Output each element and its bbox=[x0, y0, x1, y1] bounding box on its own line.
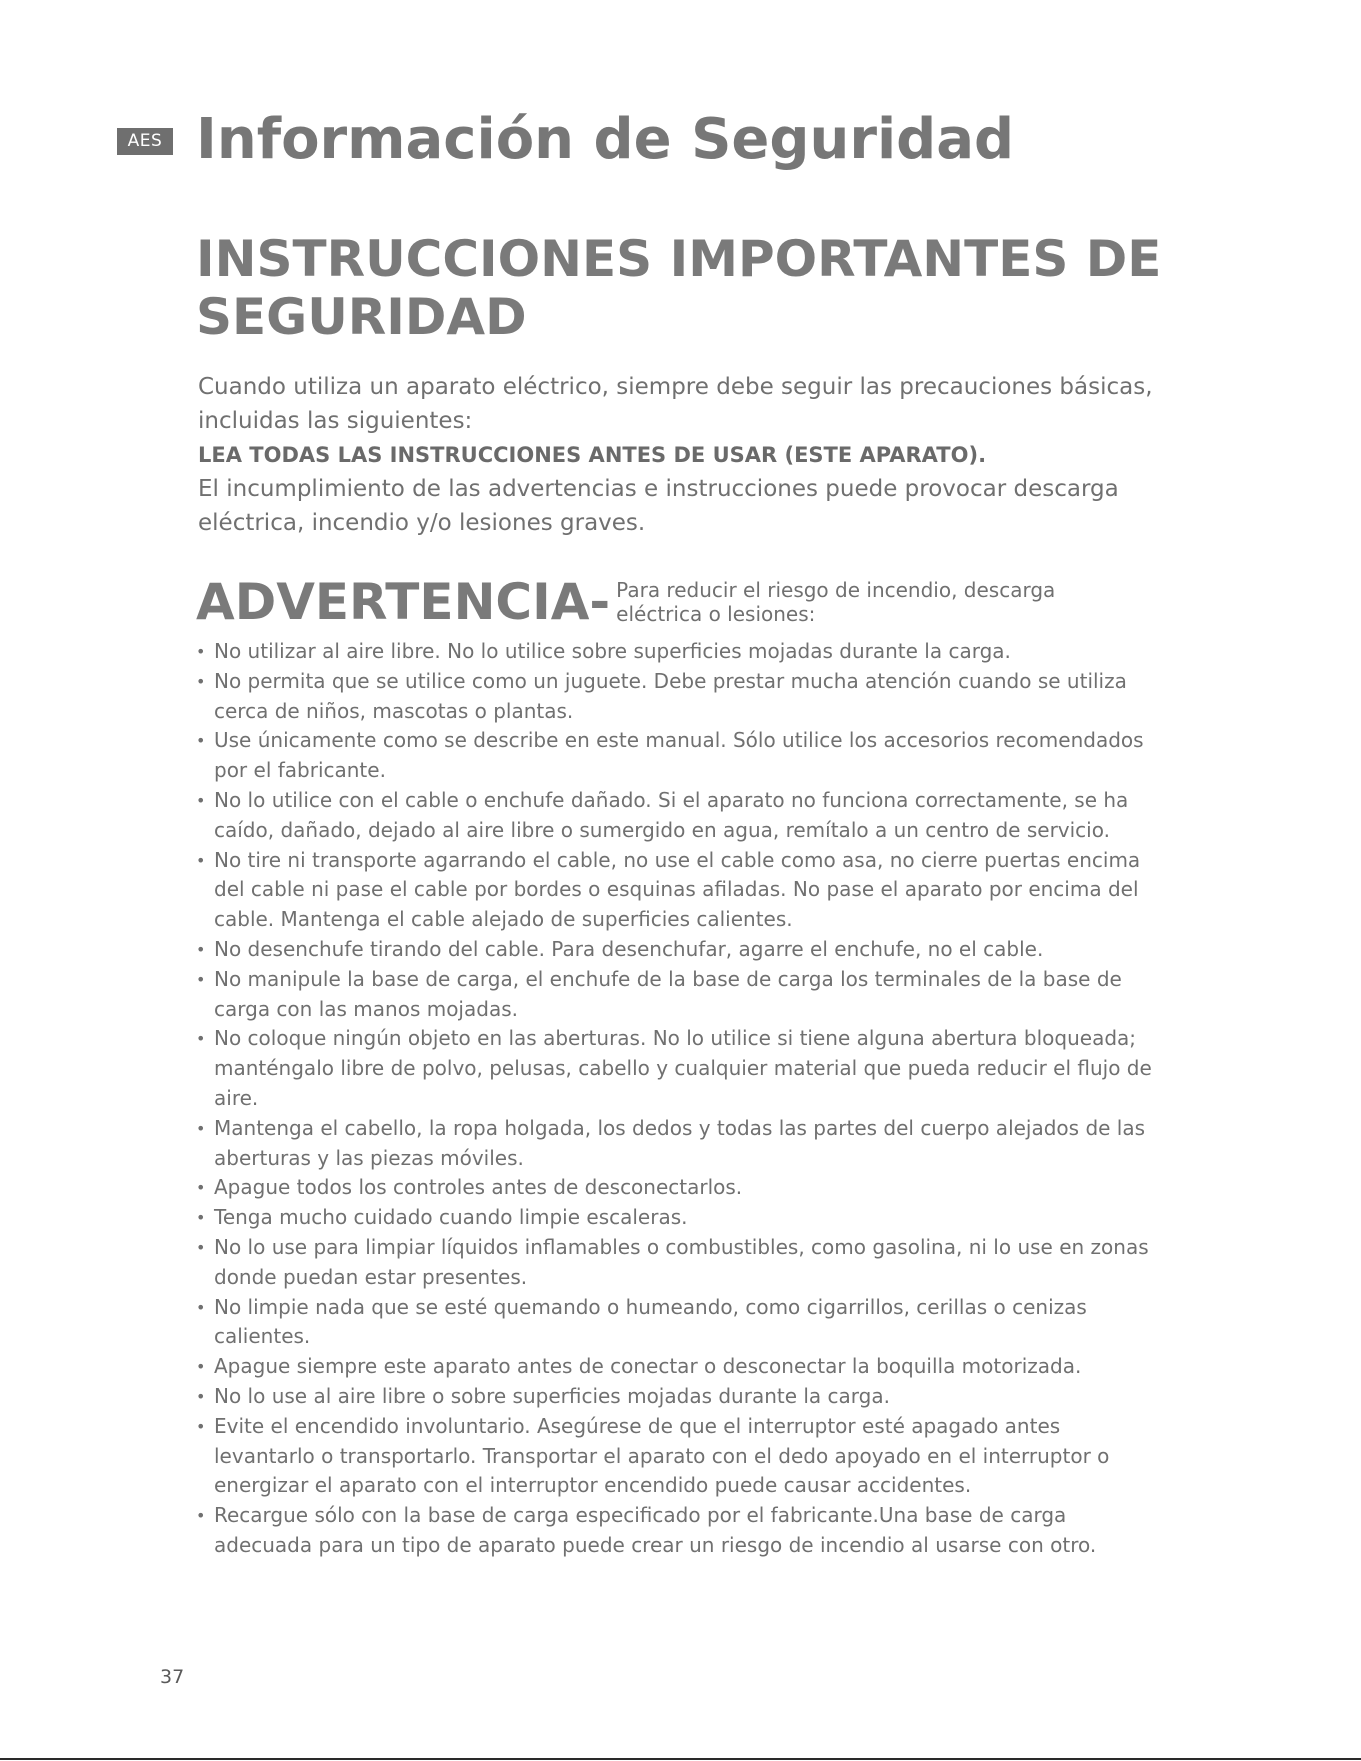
intro-consequence: El incumplimiento de las advertencias e instrucciones puede provocar descarga eléctrica, incendio y/o lesiones graves. bbox=[198, 476, 1119, 536]
language-badge: AES bbox=[117, 128, 173, 155]
warning-note: Para reducir el riesgo de incendio, descarga eléctrica o lesiones: bbox=[616, 578, 1056, 626]
intro-block bbox=[198, 370, 1178, 540]
intro-text: Cuando utiliza un aparato eléctrico, siempre debe seguir las precauciones básicas, incluidas las siguientes: bbox=[198, 374, 1153, 434]
list-item: • Use únicamente como se describe en este manual. Sólo utilice los accesorios recomendados por el fabricante. bbox=[196, 726, 1156, 786]
warning-header bbox=[196, 567, 1086, 637]
safety-rules-list bbox=[196, 637, 1156, 1561]
list-item: • Mantenga el cabello, la ropa holgada, los dedos y todas las partes del cuerpo alejados de las aberturas y las piezas móviles. bbox=[196, 1114, 1156, 1174]
list-item: • Apague siempre este aparato antes de conectar o desconectar la boquilla motorizada. bbox=[196, 1352, 1156, 1382]
list-item: • Recargue sólo con la base de carga especificado por el fabricante.Una base de carga adecuada para un tipo de aparato puede crear un riesgo de incendio al usarse con otro. bbox=[196, 1501, 1156, 1561]
list-item: • No limpie nada que se esté quemando o humeando, como cigarrillos, cerillas o cenizas calientes. bbox=[196, 1293, 1156, 1353]
list-item: • No lo utilice con el cable o enchufe dañado. Si el aparato no funciona correctamente, se ha caído, dañado, dejado al aire libre o sumergido en agua, remítalo a un centro de servicio. bbox=[196, 786, 1156, 846]
list-item: • No coloque ningún objeto en las aberturas. No lo utilice si tiene alguna abertura bloqueada; manténgalo libre de polvo, pelusas, cabello y cualquier material que pueda reducir el flujo de aire. bbox=[196, 1024, 1156, 1113]
list-item: • No lo use al aire libre o sobre superficies mojadas durante la carga. bbox=[196, 1382, 1156, 1412]
warning-word: ADVERTENCIA- bbox=[196, 573, 611, 631]
list-item: • No tire ni transporte agarrando el cable, no use el cable como asa, no cierre puertas encima del cable ni pase el cable por bordes o esquinas afiladas. No pase el aparato por encima del cable. Mantenga el cable alejado de superficies calientes. bbox=[196, 846, 1156, 935]
page-title: Información de Seguridad bbox=[196, 107, 1015, 172]
list-item: • Tenga mucho cuidado cuando limpie escaleras. bbox=[196, 1203, 1156, 1233]
intro-emphasis: LEA TODAS LAS INSTRUCCIONES ANTES DE USAR (ESTE APARATO). bbox=[198, 443, 987, 467]
page-number: 37 bbox=[160, 1666, 185, 1688]
list-item: • Evite el encendido involuntario. Asegúrese de que el interruptor esté apagado antes levantarlo o transportarlo. Transportar el aparato con el dedo apoyado en el interruptor o energizar el aparato con el interruptor encendido puede causar accidentes. bbox=[196, 1412, 1156, 1501]
section-title: INSTRUCCIONES IMPORTANTES DE SEGURIDAD bbox=[196, 230, 1162, 346]
list-item: • No lo use para limpiar líquidos inflamables o combustibles, como gasolina, ni lo use en zonas donde puedan estar presentes. bbox=[196, 1233, 1156, 1293]
list-item: • Apague todos los controles antes de desconectarlos. bbox=[196, 1173, 1156, 1203]
list-item: • No manipule la base de carga, el enchufe de la base de carga los terminales de la base de carga con las manos mojadas. bbox=[196, 965, 1156, 1025]
bottom-divider bbox=[0, 1758, 1361, 1760]
list-item: • No desenchufe tirando del cable. Para desenchufar, agarre el enchufe, no el cable. bbox=[196, 935, 1156, 965]
list-item: • No utilizar al aire libre. No lo utilice sobre superficies mojadas durante la carga. bbox=[196, 637, 1156, 667]
list-item: • No permita que se utilice como un juguete. Debe prestar mucha atención cuando se utiliza cerca de niños, mascotas o plantas. bbox=[196, 667, 1156, 727]
